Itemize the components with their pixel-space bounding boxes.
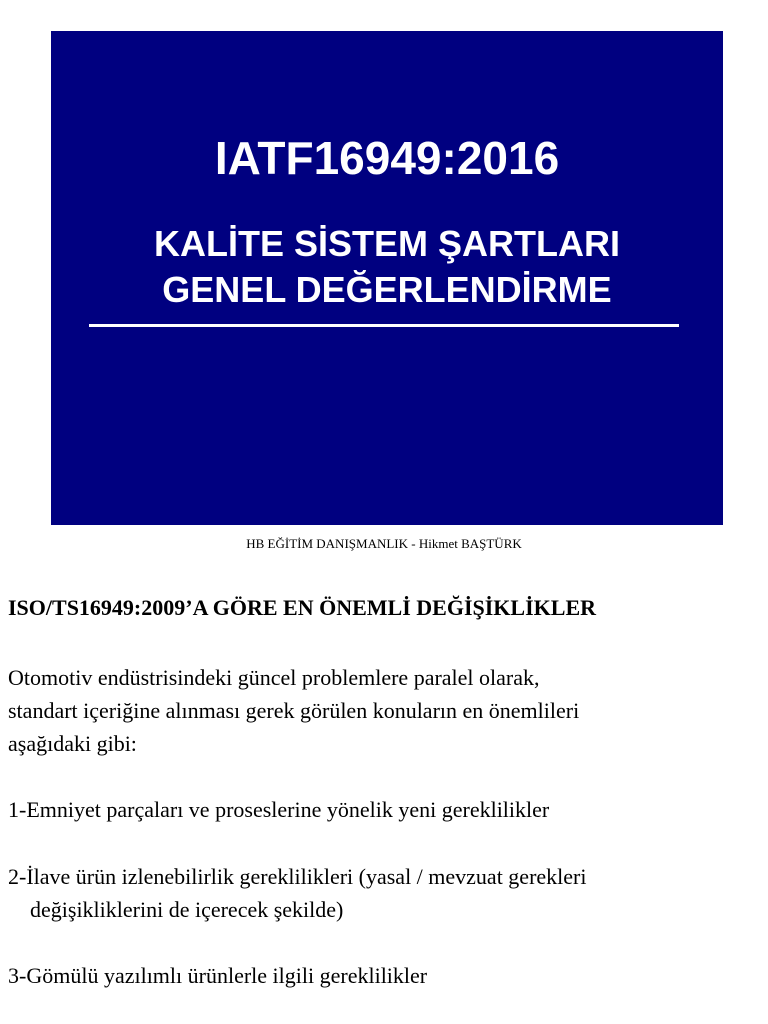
slide-subtitle-line-2: GENEL DEĞERLENDİRME (162, 269, 612, 310)
title-slide (51, 31, 723, 525)
slide-divider (89, 324, 679, 327)
intro-line: standart içeriğine alınması gerek görülen konuların en önemlileri (8, 698, 580, 723)
intro-paragraph (8, 661, 760, 760)
list-item (8, 793, 760, 826)
intro-line: Otomotiv endüstrisindeki güncel problemlere paralel olarak, (8, 665, 540, 690)
slide-subtitle (51, 221, 723, 313)
list-item-text-continuation: değişikliklerini de içerecek şekilde) (30, 897, 344, 922)
slide-caption: HB EĞİTİM DANIŞMANLIK - Hikmet BAŞTÜRK (246, 536, 522, 551)
list-item (8, 860, 760, 926)
list-item-text: 1-Emniyet parçaları ve proseslerine yönelik yeni gereklilikler (8, 797, 550, 822)
intro-line: aşağıdaki gibi: (8, 731, 137, 756)
section-heading: ISO/TS16949:2009’A GÖRE EN ÖNEMLİ DEĞİŞİKLİKLER (8, 595, 597, 620)
list-item (8, 959, 760, 992)
list-item-text: 3-Gömülü yazılımlı ürünlerle ilgili gereklilikler (8, 963, 428, 988)
list-item-text: 2-İlave ürün izlenebilirlik gereklilikleri (yasal / mevzuat gerekleri (8, 864, 587, 889)
slide-subtitle-line-1: KALİTE SİSTEM ŞARTLARI (154, 223, 620, 264)
slide-title: IATF16949:2016 (214, 132, 560, 184)
